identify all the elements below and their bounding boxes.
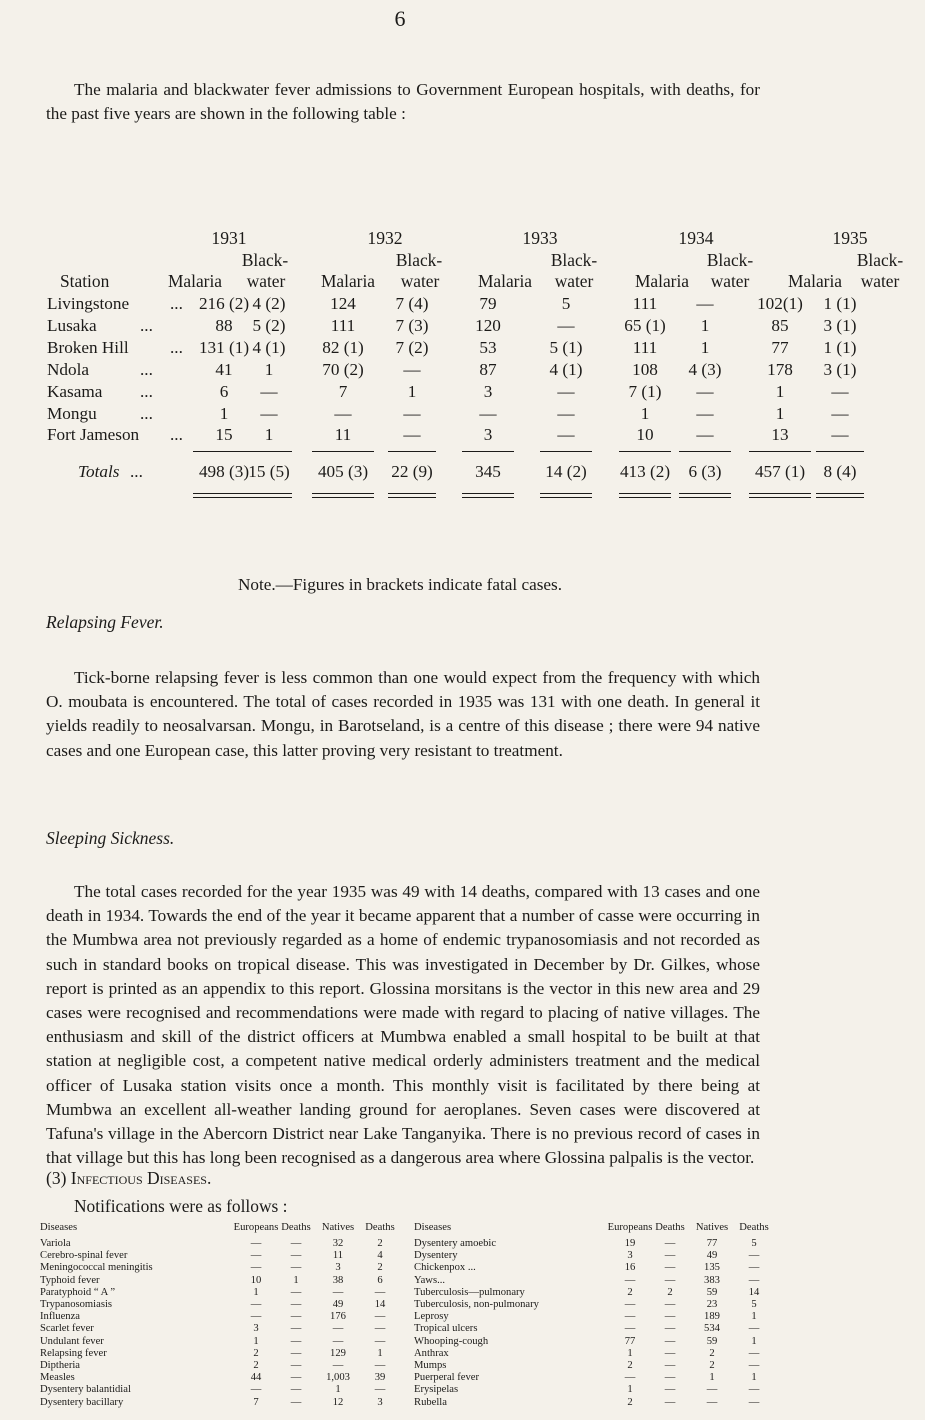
natives-count: 2	[709, 1360, 715, 1371]
disease-name: Yaws...	[414, 1274, 446, 1286]
europeans-count: 10	[250, 1274, 262, 1286]
natives-count: 59	[706, 1286, 718, 1298]
column-label: water	[860, 271, 900, 291]
station-name: Kasama	[47, 382, 103, 401]
station-name: Fort Jameson	[47, 425, 140, 444]
natives-deaths: 39	[374, 1372, 386, 1384]
table-cell: 1	[264, 425, 274, 444]
europeans-deaths: —	[664, 1323, 676, 1335]
table-cell: 457 (1)	[754, 462, 806, 481]
natives-deaths: —	[374, 1335, 386, 1347]
natives-count: —	[332, 1335, 344, 1347]
natives-count: —	[706, 1396, 718, 1408]
europeans-count: —	[250, 1238, 262, 1249]
sleeping-text: The total cases recorded for the year 1935 was 49 with 14 deaths, compared with 13 cases and one death in 1934. Towards the end of the year it became apparent that a number of casse were occurring in the Mumbwa area not previously regarded as a home of endemic trypanosomiasis and not recorded as such in standard books on tropical disease. This was investigated in December by Dr. Gilkes, whose report is printed as an appendix to this report. Glossina morsitans is the vector in this new area and 29 cases were recognised and recommendations were made with regard to placing of native villages. The enthusiasm and skill of the district officers at Mumbwa enabled a small hospital to be built at that station at negligible cost, a competent native medical orderly administers treatment and the medical officer of Lusaka station visits once a month. This monthly visit is facilitated by there being at Mumbwa an excellent all-weather landing ground for aeroplanes. Seven cases were discovered at Tafuna's village in the Abercorn District near Lake Tanganyika. There is no previous record of cases in that village but this has long been recognised as a dangerous area where Glossina palpalis is the vector.	[46, 882, 760, 1168]
disease-name: Undulant fever	[40, 1335, 104, 1347]
year-header: 1934	[678, 228, 714, 248]
europeans-count: 1	[627, 1347, 633, 1359]
blackwater-subheader: Black-	[856, 250, 904, 270]
header-natives: Natives	[321, 1222, 355, 1233]
leader-dots: ...	[140, 382, 153, 401]
disease-name: Trypanosomiasis	[40, 1299, 113, 1310]
natives-count: 11	[332, 1250, 344, 1262]
natives-deaths: 14	[748, 1286, 760, 1298]
table-cell: 108	[632, 360, 658, 379]
europeans-deaths: —	[290, 1323, 302, 1335]
table-cell: 7 (3)	[395, 316, 429, 335]
table-cell: 82 (1)	[322, 338, 364, 357]
natives-deaths: —	[748, 1360, 760, 1371]
disease-name: Influenza	[40, 1311, 80, 1323]
station-name: Ndola	[47, 360, 90, 379]
europeans-deaths: —	[664, 1311, 676, 1323]
natives-count: 1	[709, 1372, 715, 1384]
table-cell: 4 (2)	[252, 294, 286, 313]
table-cell: —	[260, 404, 278, 423]
table-cell: —	[831, 382, 849, 401]
table-cell: 1 (1)	[823, 294, 857, 313]
sleeping-heading: Sleeping Sickness.	[46, 828, 175, 848]
table-cell: 85	[771, 316, 789, 335]
natives-count: 135	[704, 1262, 720, 1274]
infectious-intro: Notifications were as follows :	[74, 1196, 288, 1216]
europeans-deaths: —	[290, 1335, 302, 1347]
table-cell: 3	[483, 382, 493, 401]
table-cell: 1	[775, 382, 785, 401]
header-deaths: Deaths	[655, 1222, 685, 1233]
disease-name: Variola	[40, 1238, 71, 1249]
natives-count: 2	[709, 1347, 715, 1359]
natives-count: 1	[335, 1384, 341, 1396]
europeans-deaths: —	[290, 1299, 302, 1310]
natives-count: 534	[704, 1323, 720, 1335]
station-name: Livingstone	[47, 294, 130, 313]
table-cell: —	[403, 404, 421, 423]
disease-name: Tuberculosis, non-pulmonary	[414, 1299, 539, 1310]
europeans-count: 77	[624, 1335, 636, 1347]
table-cell: 102(1)	[757, 294, 803, 313]
table-cell: 6	[219, 382, 229, 401]
europeans-count: 1	[627, 1384, 633, 1396]
table-note: Note.—Figures in brackets indicate fatal cases.	[237, 575, 563, 594]
natives-count: —	[706, 1384, 718, 1396]
table-cell: 4 (1)	[549, 360, 583, 379]
table-cell: 216 (2)	[198, 294, 250, 313]
disease-name: Tropical ulcers	[414, 1323, 478, 1335]
table-cell: 41	[215, 360, 233, 379]
natives-deaths: 1	[751, 1335, 757, 1347]
leader-dots: ...	[140, 360, 153, 379]
europeans-deaths: —	[664, 1360, 676, 1371]
natives-count: —	[332, 1360, 344, 1371]
natives-deaths: 2	[377, 1238, 383, 1249]
table-cell: —	[696, 404, 714, 423]
europeans-count: 3	[253, 1323, 259, 1335]
natives-deaths: 6	[377, 1274, 383, 1286]
europeans-deaths: —	[290, 1250, 302, 1262]
column-label: water	[400, 271, 440, 291]
europeans-count: 2	[253, 1360, 259, 1371]
intro-text: The malaria and blackwater fever admissions to Government European hospitals, with deaths, for the past five years are shown in the following table :	[46, 80, 760, 124]
table-cell: 111	[632, 294, 658, 313]
natives-count: 12	[332, 1396, 344, 1408]
table-cell: 22 (9)	[391, 462, 433, 481]
natives-deaths: —	[374, 1311, 386, 1323]
double-rule	[816, 497, 864, 498]
natives-deaths: 5	[751, 1238, 757, 1249]
disease-name: Chickenpox ...	[414, 1262, 476, 1274]
table-cell: 77	[771, 338, 789, 357]
disease-name: Leprosy	[414, 1311, 449, 1323]
natives-deaths: —	[748, 1262, 760, 1274]
table-cell: 498 (3)	[198, 462, 250, 481]
table-cell: 5	[561, 294, 571, 313]
natives-deaths: —	[748, 1274, 760, 1286]
natives-count: 383	[704, 1274, 720, 1286]
table-cell: 413 (2)	[619, 462, 671, 481]
table-cell: 405 (3)	[317, 462, 369, 481]
page-number: 6	[394, 6, 406, 31]
column-label: Malaria	[634, 271, 690, 291]
disease-name: Diptheria	[40, 1360, 81, 1371]
table-cell: 1	[640, 404, 650, 423]
natives-count: —	[332, 1323, 344, 1335]
europeans-deaths: —	[290, 1238, 302, 1249]
natives-deaths: —	[748, 1347, 760, 1359]
natives-count: 23	[706, 1299, 718, 1310]
disease-name: Scarlet fever	[40, 1323, 94, 1335]
disease-name: Erysipelas	[414, 1384, 459, 1396]
table-cell: 120	[475, 316, 501, 335]
blackwater-subheader: Black-	[395, 250, 443, 270]
europeans-count: 1	[253, 1286, 259, 1298]
natives-deaths: —	[374, 1323, 386, 1335]
leader-dots: ...	[170, 294, 183, 313]
disease-name: Paratyphoid “ A ”	[40, 1286, 116, 1298]
table-cell: 14 (2)	[545, 462, 587, 481]
table-cell: 178	[767, 360, 793, 379]
europeans-deaths: —	[664, 1299, 676, 1310]
europeans-deaths: —	[290, 1347, 302, 1359]
table-cell: 10	[636, 425, 654, 444]
table-cell: —	[260, 382, 278, 401]
natives-deaths: 4	[377, 1250, 383, 1262]
europeans-count: —	[250, 1299, 262, 1310]
natives-deaths: 14	[374, 1299, 386, 1310]
table-cell: 4 (1)	[252, 338, 286, 357]
natives-count: 59	[706, 1335, 718, 1347]
blackwater-subheader: Black-	[241, 250, 289, 270]
column-label: Malaria	[167, 271, 223, 291]
natives-count: 77	[706, 1238, 718, 1249]
europeans-count: 2	[627, 1396, 633, 1408]
table-cell: —	[696, 425, 714, 444]
leader-dots: ...	[170, 338, 183, 357]
natives-count: 49	[706, 1250, 718, 1262]
disease-name: Relapsing fever	[40, 1347, 107, 1359]
table-cell: 3	[483, 425, 493, 444]
europeans-deaths: —	[290, 1372, 302, 1384]
europeans-deaths: —	[664, 1250, 676, 1262]
table-cell: 124	[330, 294, 356, 313]
relapsing-text: Tick-borne relapsing fever is less common than one would expect from the frequency with which O. moubata is encountered. The total of cases recorded in 1935 was 131 with one death. In general it yields readily to neosalvarsan. Mongu, in Barotseland, is a centre of this disease ; there were 94 native cases and one European case, this latter proving very resistant to treatment.	[46, 668, 760, 760]
europeans-deaths: —	[664, 1262, 676, 1274]
table-cell: 1 (1)	[823, 338, 857, 357]
europeans-count: 44	[250, 1372, 262, 1384]
europeans-deaths: —	[290, 1286, 302, 1298]
column-label: water	[710, 271, 750, 291]
disease-name: Tuberculosis—pulmonary	[414, 1286, 525, 1298]
europeans-count: 2	[627, 1286, 633, 1298]
disease-name: Dysentery amoebic	[414, 1238, 497, 1249]
europeans-deaths: —	[664, 1347, 676, 1359]
table-cell: 6 (3)	[688, 462, 722, 481]
table-cell: —	[557, 425, 575, 444]
year-header: 1933	[522, 228, 558, 248]
table-cell: 1	[700, 338, 710, 357]
table-cell: —	[479, 404, 497, 423]
europeans-deaths: —	[664, 1335, 676, 1347]
table-cell: 13	[771, 425, 789, 444]
natives-count: 49	[332, 1299, 344, 1310]
station-column-label: Station	[60, 271, 110, 291]
europeans-deaths: —	[290, 1360, 302, 1371]
table-cell: —	[557, 404, 575, 423]
table-cell: 8 (4)	[823, 462, 857, 481]
table-cell: 7 (2)	[395, 338, 429, 357]
europeans-count: —	[624, 1323, 636, 1335]
disease-name: Cerebro-spinal fever	[40, 1250, 128, 1262]
europeans-deaths: —	[664, 1238, 676, 1249]
europeans-count: 19	[624, 1238, 636, 1249]
natives-count: 176	[330, 1311, 346, 1323]
natives-deaths: —	[748, 1384, 760, 1396]
table-cell: 1	[700, 316, 710, 335]
table-cell: 1	[219, 404, 229, 423]
table-cell: 1	[264, 360, 274, 379]
blackwater-subheader: Black-	[550, 250, 598, 270]
natives-deaths: 1	[751, 1311, 757, 1323]
disease-name: Typhoid fever	[40, 1274, 100, 1286]
natives-count: 129	[330, 1347, 346, 1359]
table-cell: —	[403, 425, 421, 444]
column-label: Malaria	[477, 271, 533, 291]
station-name: Mongu	[47, 404, 97, 423]
natives-count: 1,003	[326, 1372, 350, 1384]
header-europeans: Europeans	[233, 1222, 279, 1233]
europeans-count: 2	[253, 1347, 259, 1359]
europeans-deaths: —	[664, 1384, 676, 1396]
table-cell: 87	[479, 360, 497, 379]
europeans-deaths: —	[664, 1396, 676, 1408]
europeans-count: 2	[627, 1360, 633, 1371]
europeans-deaths: —	[664, 1372, 676, 1384]
natives-deaths: —	[374, 1286, 386, 1298]
table-cell: —	[831, 404, 849, 423]
disease-name: Rubella	[414, 1396, 447, 1408]
europeans-count: 3	[627, 1250, 633, 1262]
table-cell: 1	[407, 382, 417, 401]
natives-deaths: —	[748, 1250, 760, 1262]
disease-name: Measles	[40, 1372, 75, 1384]
table-cell: 111	[330, 316, 356, 335]
blackwater-subheader: Black-	[706, 250, 754, 270]
europeans-count: —	[250, 1311, 262, 1323]
header-deaths: Deaths	[281, 1222, 311, 1233]
header-natives: Natives	[695, 1222, 729, 1233]
europeans-deaths: 1	[293, 1274, 299, 1286]
table-cell: 111	[632, 338, 658, 357]
table-cell: 65 (1)	[624, 316, 666, 335]
station-name: Broken Hill	[47, 338, 129, 357]
table-cell: —	[557, 382, 575, 401]
leader-dots: ...	[140, 404, 153, 423]
header-deaths: Deaths	[739, 1222, 769, 1233]
leader-dots: ...	[130, 462, 143, 481]
disease-name: Dysentery balantidial	[40, 1384, 131, 1396]
europeans-deaths: —	[290, 1262, 302, 1274]
natives-count: —	[332, 1286, 344, 1298]
header-diseases: Diseases	[414, 1222, 452, 1233]
natives-count: 38	[332, 1274, 344, 1286]
table-cell: —	[831, 425, 849, 444]
europeans-deaths: 2	[667, 1286, 673, 1298]
natives-count: 189	[704, 1311, 720, 1323]
table-cell: —	[334, 404, 352, 423]
europeans-deaths: —	[290, 1384, 302, 1396]
table-cell: —	[696, 294, 714, 313]
europeans-count: 7	[253, 1396, 259, 1408]
natives-deaths: —	[374, 1384, 386, 1396]
table-cell: 4 (3)	[688, 360, 722, 379]
table-cell: 7	[338, 382, 348, 401]
table-cell: 131 (1)	[198, 338, 250, 357]
table-cell: 11	[334, 425, 352, 444]
table-cell: 3 (1)	[823, 360, 857, 379]
double-rule	[816, 493, 864, 494]
table-cell: 79	[479, 294, 497, 313]
station-name: Totals	[78, 462, 120, 481]
table-cell: 70 (2)	[322, 360, 364, 379]
europeans-deaths: —	[664, 1274, 676, 1286]
disease-name: Anthrax	[414, 1347, 449, 1359]
disease-name: Puerperal fever	[414, 1372, 479, 1384]
europeans-deaths: —	[290, 1311, 302, 1323]
table-cell: 7 (4)	[395, 294, 429, 313]
natives-deaths: 5	[751, 1299, 757, 1310]
table-cell: 5 (1)	[549, 338, 583, 357]
infectious-heading: (3) Infectious Diseases.	[46, 1168, 212, 1188]
column-label: Malaria	[787, 271, 843, 291]
table-cell: 15 (5)	[248, 462, 290, 481]
natives-deaths: 2	[377, 1262, 383, 1274]
europeans-count: —	[250, 1384, 262, 1396]
table-cell: 15	[215, 425, 233, 444]
natives-count: 3	[335, 1262, 341, 1274]
disease-name: Meningococcal meningitis	[40, 1262, 153, 1274]
station-name: Lusaka	[47, 316, 97, 335]
table-cell: 345	[475, 462, 501, 481]
europeans-count: —	[624, 1311, 636, 1323]
europeans-count: —	[250, 1262, 262, 1274]
column-label: water	[554, 271, 594, 291]
europeans-count: —	[624, 1299, 636, 1310]
table-cell: 88	[215, 316, 233, 335]
disease-name: Whooping-cough	[414, 1335, 489, 1347]
year-header: 1935	[832, 228, 868, 248]
disease-name: Dysentery	[414, 1250, 458, 1262]
natives-deaths: —	[748, 1396, 760, 1408]
europeans-deaths: —	[290, 1396, 302, 1408]
leader-dots: ...	[140, 316, 153, 335]
europeans-count: —	[624, 1372, 636, 1384]
table-cell: —	[557, 316, 575, 335]
table-cell: 5 (2)	[252, 316, 286, 335]
natives-deaths: 1	[751, 1372, 757, 1384]
table-cell: 7 (1)	[628, 382, 662, 401]
europeans-count: —	[250, 1250, 262, 1262]
year-header: 1932	[367, 228, 403, 248]
table-cell: 3 (1)	[823, 316, 857, 335]
natives-deaths: —	[748, 1323, 760, 1335]
europeans-count: —	[624, 1274, 636, 1286]
europeans-count: 1	[253, 1335, 259, 1347]
header-europeans: Europeans	[607, 1222, 653, 1233]
table-cell: —	[696, 382, 714, 401]
natives-deaths: —	[374, 1360, 386, 1371]
column-rule	[816, 451, 864, 452]
disease-name: Mumps	[414, 1360, 447, 1371]
table-cell: —	[403, 360, 421, 379]
europeans-count: 16	[624, 1262, 636, 1274]
year-header: 1931	[211, 228, 247, 248]
column-label: Malaria	[320, 271, 376, 291]
header-diseases: Diseases	[40, 1222, 78, 1233]
column-label: water	[246, 271, 286, 291]
natives-deaths: 3	[377, 1396, 383, 1408]
table-cell: 1	[775, 404, 785, 423]
natives-deaths: 1	[377, 1347, 383, 1359]
relapsing-heading: Relapsing Fever.	[46, 612, 164, 632]
natives-count: 32	[332, 1238, 344, 1249]
leader-dots: ...	[170, 425, 183, 444]
header-deaths: Deaths	[365, 1222, 395, 1233]
table-cell: 53	[479, 338, 497, 357]
disease-name: Dysentery bacillary	[40, 1396, 124, 1408]
